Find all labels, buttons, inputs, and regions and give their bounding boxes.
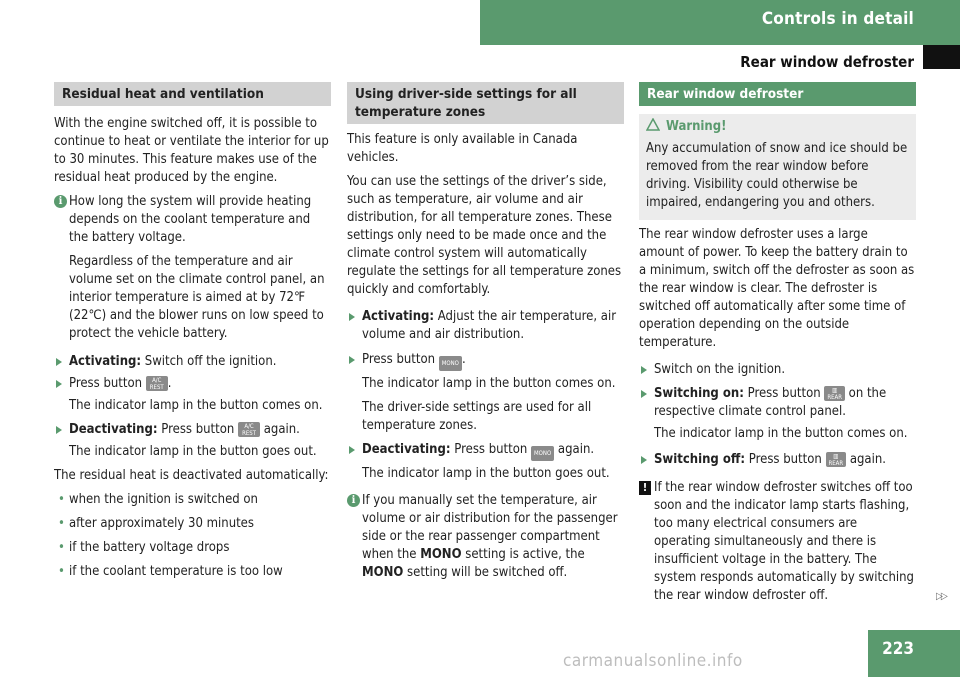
step-arrow-icon — [641, 390, 647, 398]
bullet-item: • after approximately 30 minutes — [58, 516, 254, 531]
info-note: i If you manually set the temperature, air volume or air distribution for the passenger side or the rear passenger compartment when the MONO setting is active, the MONO setting will be switched off. — [347, 492, 624, 582]
step-deactivating: Deactivating: Press button MONO again. — [347, 441, 624, 461]
step-arrow-icon — [641, 366, 647, 374]
residual-heat-heading: Residual heat and ventilation — [54, 82, 331, 106]
section-tab-marker — [923, 45, 960, 69]
info-note — [54, 193, 331, 247]
defroster-description: The rear window defroster uses a large amount of power. To keep the battery drain to a minimum, switch off the defroster as soon as the rear window is clear. The defroster is switched off automatically after some time of operation depending on the outside temperature. — [639, 227, 915, 350]
page-number: 223 — [882, 639, 914, 659]
warning-box — [639, 114, 916, 220]
bullet-icon: • — [58, 492, 65, 507]
step-arrow-icon — [56, 426, 62, 434]
ac-rest-button-icon: A/C REST — [238, 422, 260, 437]
rear-defroster-button-icon: ▥ REAR — [824, 386, 845, 401]
step-press-mono: Press button MONO . — [347, 351, 624, 371]
warning-text: Any accumulation of snow and ice should be removed from the rear window before driving. Visibility could otherwise be impaired, endangering you and others. — [646, 141, 908, 210]
column-rear-defroster — [639, 82, 916, 611]
step-result: The indicator lamp in the button comes on. — [362, 376, 616, 391]
step-arrow-icon — [349, 446, 355, 454]
driver-side-description: You can use the settings of the driver’s side, such as temperature, air volume and air distribution, for all temperature zones. These settings only need to be made once and the climate control system will automatically regulate the settings for all temperature zones quickly and comfortably. — [347, 174, 622, 297]
mono-button-icon: MONO — [439, 356, 462, 371]
info-note-continued: Regardless of the temperature and air volume set on the climate control panel, an interior temperature is aimed at by 72℉ (22℃) and the blower runs on low speed to protect the vehicle battery. — [69, 254, 325, 341]
section-title: Rear window defroster — [740, 53, 914, 71]
continue-arrow-icon: ▷▷ — [936, 591, 946, 602]
step-switching-off: Switching off: Press button ▥ REAR again. — [639, 451, 916, 469]
column-driver-side-settings — [347, 82, 624, 588]
rear-defroster-button-icon: ▥ REAR — [826, 452, 847, 467]
caution-note: ! If the rear window defroster switches off too soon and the indicator lamp starts flashing, too many electrical consumers are operating simultaneously and there is insufficient voltage in the battery. The system responds automatically by switching the rear window defroster off. — [639, 479, 916, 605]
info-icon: i — [347, 494, 360, 507]
info-icon: i — [54, 195, 67, 208]
chapter-title: Controls in detail — [761, 9, 914, 29]
driver-side-heading: Using driver-side settings for all temperature zones — [347, 82, 624, 124]
column-residual-heat — [54, 82, 331, 587]
bullet-item: • when the ignition is switched on — [58, 492, 258, 507]
step-arrow-icon — [349, 356, 355, 364]
mono-button-icon: MONO — [531, 446, 554, 461]
step-arrow-icon — [56, 380, 62, 388]
step-result: The indicator lamp in the button goes out. — [69, 444, 317, 459]
step-result: The indicator lamp in the button goes out. — [362, 466, 610, 481]
step-activating: Activating: Adjust the air temperature, air volume and air distribution. — [347, 308, 624, 344]
residual-heat-intro: With the engine switched off, it is possible to continue to heat or ventilate the interior for up to 30 minutes. This feature makes use of the residual heat produced by the engine. — [54, 116, 329, 185]
bullet-icon: • — [58, 516, 65, 531]
step-result: The indicator lamp in the button comes on. — [654, 426, 908, 441]
step-result: The indicator lamp in the button comes on. — [69, 398, 323, 413]
caution-icon: ! — [639, 481, 651, 495]
watermark: carmanualsonline.info — [563, 651, 743, 671]
warning-triangle-icon — [646, 118, 660, 131]
step-arrow-icon — [56, 358, 62, 366]
step-deactivating: Deactivating: Press button A/C REST again. — [54, 421, 331, 439]
ac-rest-button-icon: A/C REST — [146, 376, 168, 391]
step-ignition: Switch on the ignition. — [639, 361, 916, 379]
step-switching-on: Switching on: Press button ▥ REAR on the respective climate control panel. — [639, 385, 916, 421]
info-note-text: How long the system will provide heating depends on the coolant temperature and the battery voltage. — [69, 194, 312, 245]
step-arrow-icon — [641, 456, 647, 464]
step-arrow-icon — [349, 313, 355, 321]
availability-text: This feature is only available in Canada vehicles. — [347, 132, 578, 165]
step-result: The driver-side settings are used for all temperature zones. — [362, 400, 592, 433]
rear-defroster-heading: Rear window defroster — [639, 82, 916, 106]
bullet-icon: • — [58, 564, 65, 579]
step-press-ac-rest: Press button A/C REST . — [54, 375, 331, 393]
bullet-item: • if the battery voltage drops — [58, 540, 230, 555]
bullet-item: • if the coolant temperature is too low — [58, 564, 283, 579]
step-activating: Activating: Switch off the ignition. — [54, 353, 331, 371]
bullet-icon: • — [58, 540, 65, 555]
warning-title: Warning! — [646, 118, 909, 136]
auto-deactivation-text: The residual heat is deactivated automatically: — [54, 468, 329, 483]
